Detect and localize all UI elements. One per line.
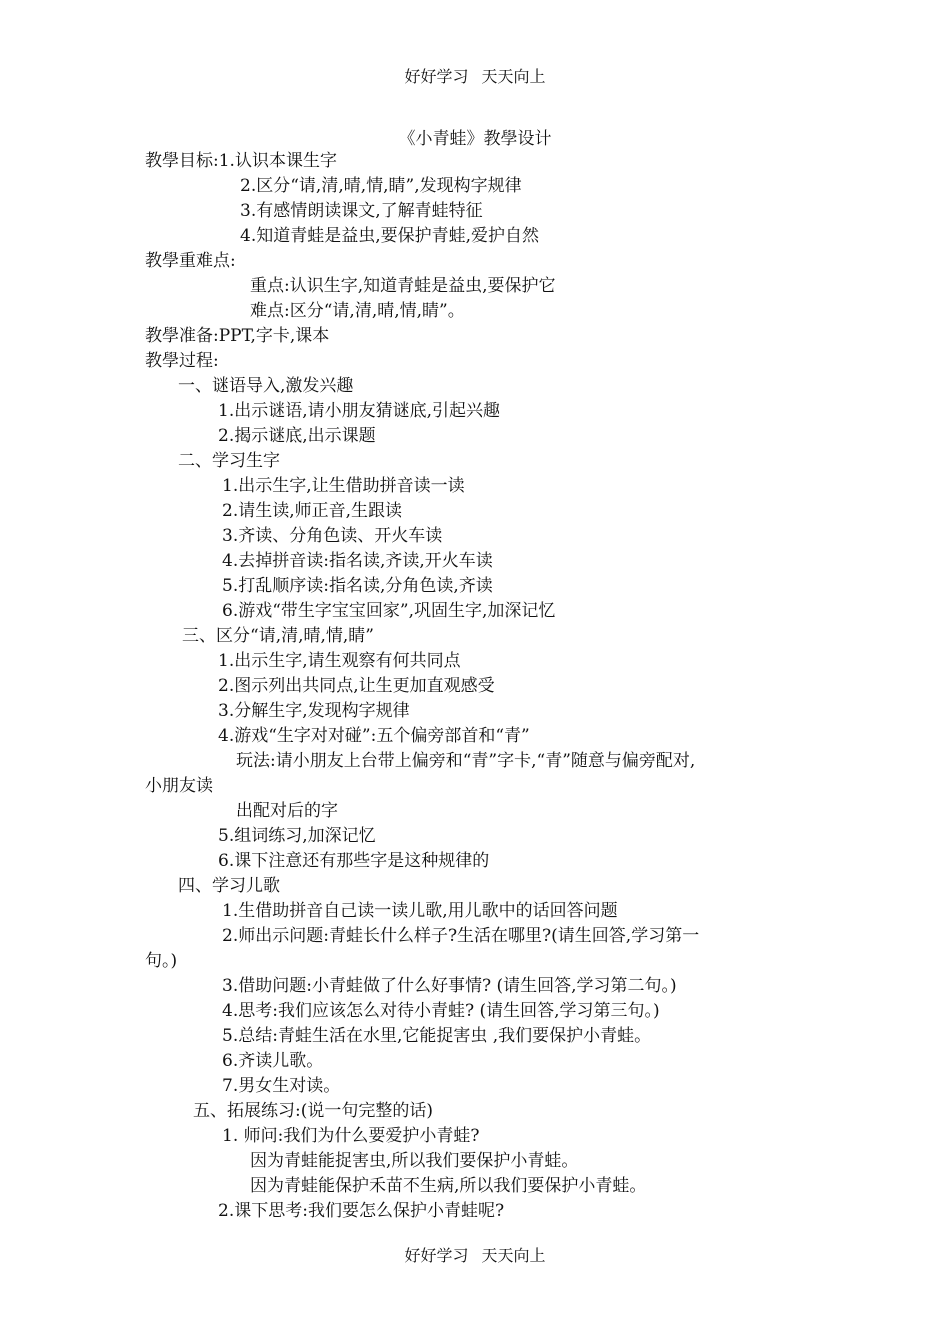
text-line: 因为青蛙能捉害虫,所以我们要保护小青蛙。 <box>250 1151 579 1171</box>
text-line: 句。) <box>145 951 178 971</box>
text-line: 3.分解生字,发现构字规律 <box>218 701 410 721</box>
text-line: 重点:认识生字,知道青蛙是益虫,要保护它 <box>250 276 556 296</box>
text-line: 教學准备:PPT,字卡,课本 <box>145 326 330 346</box>
text-line: 6.课下注意还有那些字是这种规律的 <box>218 851 490 871</box>
text-line: 1. 师问:我们为什么要爱护小青蛙? <box>222 1126 480 1146</box>
text-line: 3.齐读、分角色读、开火车读 <box>222 526 443 546</box>
document-title: 《小青蛙》教學设计 <box>398 129 552 149</box>
text-line: 7.男女生对读。 <box>222 1076 341 1096</box>
text-line: 2.请生读,师正音,生跟读 <box>222 501 403 521</box>
text-line: 1.生借助拼音自己读一读儿歌,用儿歌中的话回答问题 <box>222 901 618 921</box>
text-line: 教學重难点: <box>145 251 236 271</box>
text-line: 难点:区分“请,清,晴,情,睛”。 <box>250 301 465 321</box>
text-line: 4.思考:我们应该怎么对待小青蛙? (请生回答,学习第三句。) <box>222 1001 660 1021</box>
text-line: 1.出示生字,请生观察有何共同点 <box>218 651 461 671</box>
footer-text-right: 天天向上 <box>481 1246 546 1265</box>
section-heading: 二、学习生字 <box>178 451 280 471</box>
text-line: 3.有感情朗读课文,了解青蛙特征 <box>240 201 483 221</box>
text-line: 1.出示谜语,请小朋友猜谜底,引起兴趣 <box>218 401 501 421</box>
text-line: 5.打乱顺序读:指名读,分角色读,齐读 <box>222 576 493 596</box>
text-line: 2.揭示谜底,出示课题 <box>218 426 376 446</box>
page-footer <box>0 1245 950 1267</box>
footer-text-left: 好好学习 <box>404 1246 469 1265</box>
text-line: 2.师出示问题:青蛙长什么样子?生活在哪里?(请生回答,学习第一 <box>222 926 700 946</box>
header-text-right: 天天向上 <box>481 67 546 86</box>
text-line: 2.课下思考:我们要怎么保护小青蛙呢? <box>218 1201 505 1221</box>
text-line: 6.游戏“带生字宝宝回家”,巩固生字,加深记忆 <box>222 601 556 621</box>
text-line: 小朋友读 <box>145 776 213 796</box>
text-line: 5.组词练习,加深记忆 <box>218 826 376 846</box>
text-line: 6.齐读儿歌。 <box>222 1051 324 1071</box>
text-line: 因为青蛙能保护禾苗不生病,所以我们要保护小青蛙。 <box>250 1176 647 1196</box>
text-line: 4.去掉拼音读:指名读,齐读,开火车读 <box>222 551 493 571</box>
text-line: 教學目标:1.认识本课生字 <box>145 151 337 171</box>
section-heading: 三、区分“请,清,晴,情,睛” <box>182 626 374 646</box>
section-heading: 五、拓展练习:(说一句完整的话) <box>193 1101 433 1121</box>
text-line: 出配对后的字 <box>236 801 338 821</box>
text-line: 玩法:请小朋友上台带上偏旁和“青”字卡,“青”随意与偏旁配对, <box>236 751 696 771</box>
header-text-left: 好好学习 <box>404 67 469 86</box>
section-heading: 四、学习儿歌 <box>178 876 280 896</box>
text-line: 5.总结:青蛙生活在水里,它能捉害虫 ,我们要保护小青蛙。 <box>222 1026 652 1046</box>
text-line: 教學过程: <box>145 351 219 371</box>
section-heading: 一、谜语导入,激发兴趣 <box>178 376 354 396</box>
text-line: 1.出示生字,让生借助拼音读一读 <box>222 476 465 496</box>
page-header <box>0 66 950 88</box>
text-line: 2.区分“请,清,晴,情,睛”,发现构字规律 <box>240 176 522 196</box>
text-line: 2.图示列出共同点,让生更加直观感受 <box>218 676 495 696</box>
text-line: 3.借助问题:小青蛙做了什么好事情? (请生回答,学习第二句。) <box>222 976 677 996</box>
text-line: 4.游戏“生字对对碰”:五个偏旁部首和“青” <box>218 726 530 746</box>
text-line: 4.知道青蛙是益虫,要保护青蛙,爱护自然 <box>240 226 540 246</box>
